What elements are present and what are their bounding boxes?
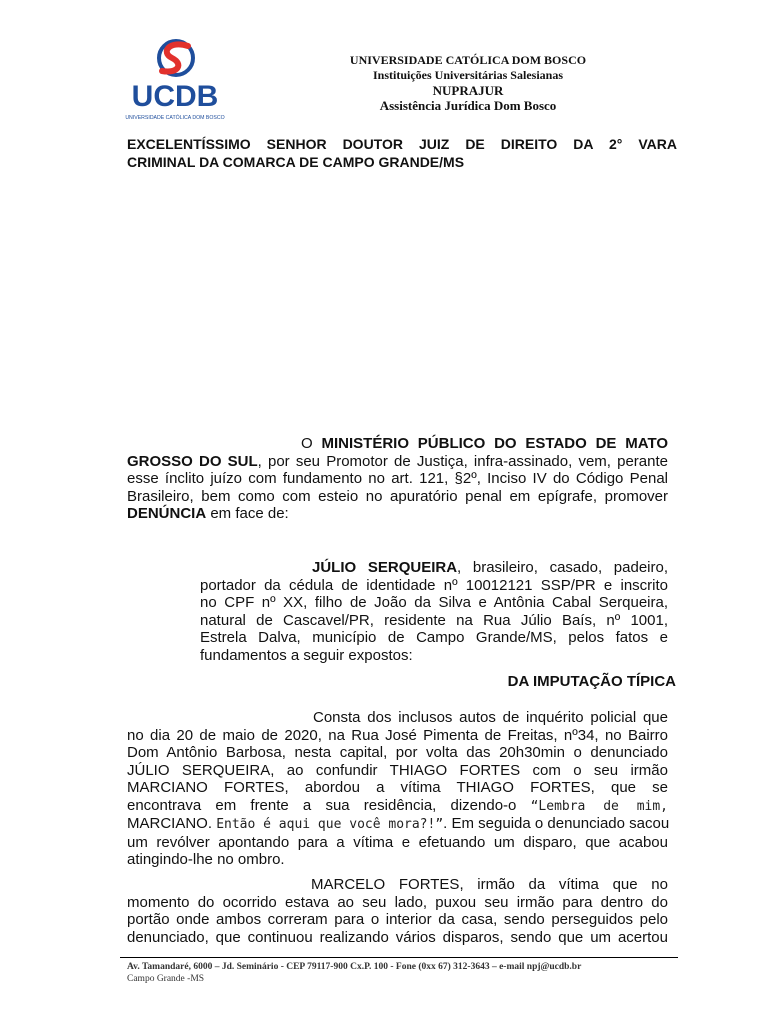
- p3-line-4: JÚLIO SERQUEIRA, ao confundir THIAGO FORTES com o seu irmão: [127, 761, 668, 779]
- p3-line-5: MARCIANO FORTES, abordou a vítima THIAGO FORTES, que se: [127, 779, 668, 796]
- p4-line-1: MARCELO FORTES, irmão da vítima que no: [311, 876, 668, 893]
- footer-address: Av. Tamandaré, 6000 – Jd. Seminário - CEP 79117-900 Cx.P. 100 - Fone (0xx 67) 312-3643 – e-mail npj@ucdb.br: [127, 962, 582, 972]
- p1-l2-bold: GROSSO DO SUL: [127, 452, 258, 470]
- footer: [127, 961, 581, 985]
- p1-line-2: [127, 453, 668, 471]
- p2-l1-rest: , brasileiro, casado, padeiro,: [457, 559, 668, 576]
- ucdb-logo-mark: [120, 38, 230, 122]
- header-university: UNIVERSIDADE CATÓLICA DOM BOSCO: [349, 53, 587, 67]
- footer-city: Campo Grande -MS: [127, 974, 205, 984]
- paragraph-marcelo: [127, 876, 668, 946]
- p1-line-4: Brasileiro, bem como com esteio no apuratório penal em epígrafe, promover: [127, 487, 668, 505]
- p2-line-2: portador da cédula de identidade nº 10012121 SSP/PR e inscrito: [200, 576, 668, 594]
- p3-line-2: no dia 20 de maio de 2020, na Rua José Pimenta de Freitas, nº34, no Bairro: [127, 726, 668, 744]
- p4-line-2: momento do ocorrido estava ao seu lado, puxou seu irmão para dentro do: [127, 893, 668, 911]
- p3-line-1: Consta dos inclusos autos de inquérito policial que: [313, 709, 668, 726]
- ucdb-logo: [120, 38, 230, 122]
- p3-l7-pre: MARCIANO.: [127, 815, 213, 832]
- p3-line-8: um revólver apontando para a vítima e efetuando um disparo, que acabou: [127, 833, 668, 851]
- p2-line-6: fundamentos a seguir expostos:: [200, 646, 413, 664]
- p3-line-6: [127, 797, 668, 816]
- p1-l1-pre: O: [301, 435, 322, 452]
- p3-l6-quote: “Lembra de mim,: [530, 798, 669, 814]
- p2-l1-bold: JÚLIO SERQUEIRA: [312, 559, 458, 576]
- p3-l7-quote: Então é aqui que você mora?!”: [216, 817, 444, 832]
- p1-line-3: esse ínclito juízo com fundamento no art. 121, §2º, Inciso IV do Código Penal: [127, 470, 668, 487]
- p3-line-3: Dom Antônio Barbosa, nesta capital, por volta das 20h30min o denunciado: [127, 744, 668, 761]
- p3-line-7: [127, 815, 668, 834]
- header-nuprajur: NUPRAJUR: [432, 83, 504, 98]
- addressee: [127, 135, 677, 171]
- p3-l7-rest: . Em seguida o denunciado sacou: [443, 815, 670, 832]
- p2-line-1: [200, 559, 668, 577]
- section-heading: DA IMPUTAÇÃO TÍPICA: [507, 673, 676, 690]
- logo-subtitle: UNIVERSIDADE CATÓLICA DOM BOSCO: [125, 115, 225, 121]
- p2-line-3: no CPF nº XX, filho de João da Silva e Antônia Cabal Serqueira,: [200, 594, 668, 611]
- p2-line-4: natural de Cascavel/PR, residente na Rua Júlio Baís, nº 1001,: [200, 611, 668, 629]
- p1-l2-rest: , por seu Promotor de Justiça, infra-assinado, vem, perante: [257, 452, 668, 470]
- p4-line-4: denunciado, que continuou realizando vários disparos, sendo que um acertou: [127, 928, 668, 946]
- p1-l5-bold: DENÚNCIA: [127, 505, 207, 522]
- logo-text: UCDB: [131, 80, 219, 113]
- paragraph-ministerio: [127, 435, 668, 523]
- p3-l6-pre: encontrava em frente a sua residência, dizendo-o: [127, 796, 517, 814]
- paragraph-imputacao: [127, 709, 668, 869]
- header-assistencia: Assistência Jurídica Dom Bosco: [379, 98, 557, 113]
- p1-line-1: [127, 435, 668, 453]
- paragraph-denunciado: [200, 559, 668, 664]
- header-institutions: Instituições Universitárias Salesianas: [372, 68, 563, 82]
- addressee-line-1: EXCELENTÍSSIMO SENHOR DOUTOR JUIZ DE DIREITO DA 2° VARA: [127, 136, 677, 152]
- p1-l5-rest: em face de:: [206, 505, 289, 522]
- p2-line-5: Estrela Dalva, município de Campo Grande/MS, pelos fatos e: [200, 629, 668, 646]
- addressee-line-2: CRIMINAL DA COMARCA DE CAMPO GRANDE/MS: [127, 154, 465, 170]
- p1-l1-bold: MINISTÉRIO PÚBLICO DO ESTADO DE MATO: [321, 435, 669, 452]
- footer-rule: [120, 957, 678, 958]
- p3-line-9: atingindo-lhe no ombro.: [127, 851, 285, 868]
- institution-header: [300, 53, 636, 113]
- p4-line-3: portão onde ambos correram para o interior da casa, sendo perseguidos pelo: [127, 911, 668, 928]
- p1-line-5: [127, 505, 668, 523]
